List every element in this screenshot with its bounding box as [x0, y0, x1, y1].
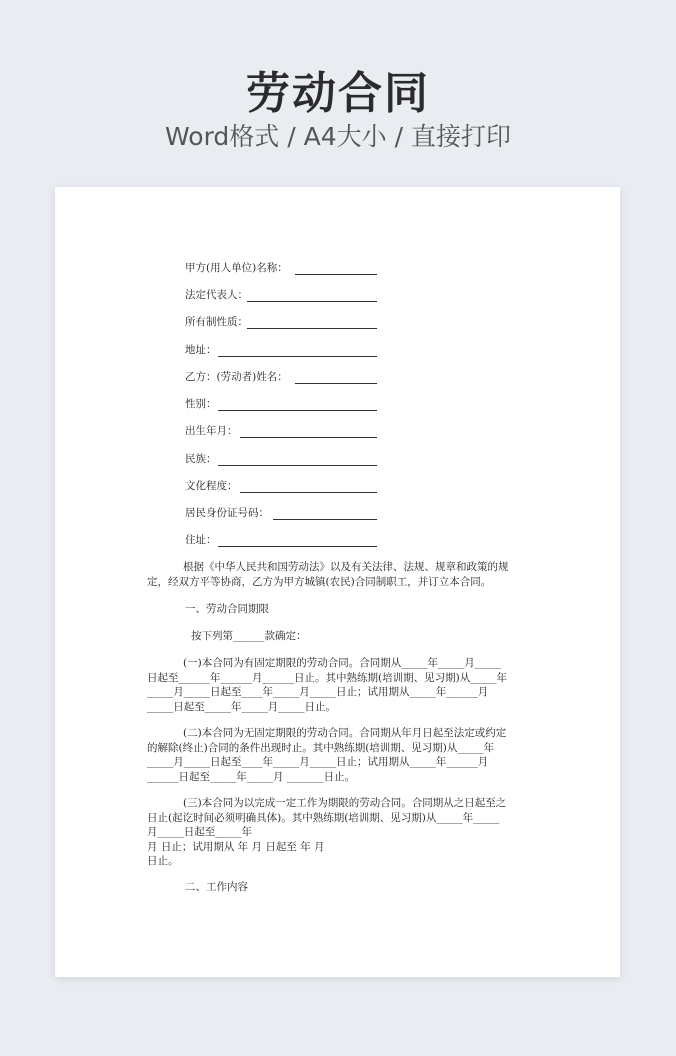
- field-label: 法定代表人：: [185, 289, 248, 301]
- text-line: 根据《中华人民共和国劳动法》以及有关法律、法规、规章和政策的规: [183, 561, 509, 573]
- fill-in-line: [247, 328, 377, 329]
- text-line: 日起至______年______月______日止。其中熟练期(培训期、见习期)从_____年: [147, 671, 507, 684]
- field-label: 所有制性质：: [185, 316, 248, 328]
- field-ownership: [185, 314, 248, 330]
- field-label: 居民身份证号码：: [185, 507, 269, 519]
- fill-in-line: [295, 274, 377, 275]
- text-line: (二)本合同为无固定期限的劳动合同。合同期从年月日起至法定或约定: [183, 727, 507, 739]
- field-label: 地址：: [185, 344, 217, 356]
- text-line: _____月_____日起至____年_____月_____日止；试用期从_____年______月: [147, 686, 489, 698]
- field-education: [185, 478, 238, 494]
- text-line: (三)本合同为以完成一定工作为期限的劳动合同。合同期从之日起至之: [183, 797, 507, 809]
- field-worker-name: [185, 369, 288, 385]
- text-line: (一)本合同为有固定期限的劳动合同。合同期从_____年_____月_____: [183, 657, 501, 669]
- fill-in-line: [218, 410, 377, 411]
- field-label: 甲方(用人单位)名称：: [185, 262, 288, 274]
- field-label: 乙方：(劳动者)姓名：: [185, 371, 288, 383]
- text-line: 日止。: [147, 855, 179, 867]
- field-employer-name: [185, 260, 288, 276]
- text-line: _____日起至_____年_____月_____日止。: [147, 700, 336, 713]
- text-line: 的解除(终止)合同的条件出现时止。其中熟练期(培训期、见习期)从_____年: [147, 741, 495, 754]
- field-label: 性别：: [185, 398, 217, 410]
- clause-open-term: [147, 726, 531, 784]
- fill-in-line: [218, 356, 377, 357]
- text-line: 月 日止；试用期从 年 月 日起至 年 月: [147, 840, 325, 853]
- text-line: 定，经双方平等协商，乙方为甲方城镇(农民)合同制职工，并订立本合同。: [147, 575, 492, 588]
- field-label: 出生年月：: [185, 425, 238, 437]
- fill-in-line: [218, 465, 377, 466]
- section-heading-term: 一、劳动合同期限: [185, 603, 269, 615]
- text-line: 月_____日起至_____年: [147, 826, 252, 838]
- clause-select-line: 按下列第______款确定：: [191, 630, 307, 642]
- fill-in-line: [218, 546, 377, 547]
- document-page: [55, 187, 620, 977]
- field-address: [185, 342, 217, 358]
- field-ethnicity: [185, 451, 217, 467]
- field-label: 住址：: [185, 534, 217, 546]
- fill-in-line: [247, 301, 377, 302]
- banner-header: [0, 0, 676, 180]
- fill-in-line: [240, 492, 377, 493]
- field-birth-date: [185, 423, 238, 439]
- fill-in-line: [240, 437, 377, 438]
- intro-paragraph: [147, 560, 531, 589]
- clause-fixed-term: [147, 656, 531, 714]
- page-subtitle: Word格式 / A4大小 / 直接打印: [165, 122, 511, 151]
- field-legal-rep: [185, 287, 248, 303]
- text-line: 日止(起讫时间必须明确具体)。其中熟练期(培训期、见习期)从_____年_____: [147, 811, 500, 824]
- field-residence: [185, 532, 217, 548]
- field-gender: [185, 396, 217, 412]
- clause-task-term: [147, 796, 531, 869]
- text-line: _____月_____日起至____年_____月_____日止；试用期从_____年______月: [147, 756, 489, 768]
- text-line: ______日起至_____年_____月 _______日止。: [147, 770, 356, 783]
- page-title: 劳动合同: [246, 68, 430, 119]
- section-heading-work: 二、工作内容: [185, 881, 248, 893]
- field-label: 文化程度：: [185, 480, 238, 492]
- fill-in-line: [273, 519, 377, 520]
- field-label: 民族：: [185, 453, 217, 465]
- fill-in-line: [295, 383, 377, 384]
- field-id-number: [185, 505, 269, 521]
